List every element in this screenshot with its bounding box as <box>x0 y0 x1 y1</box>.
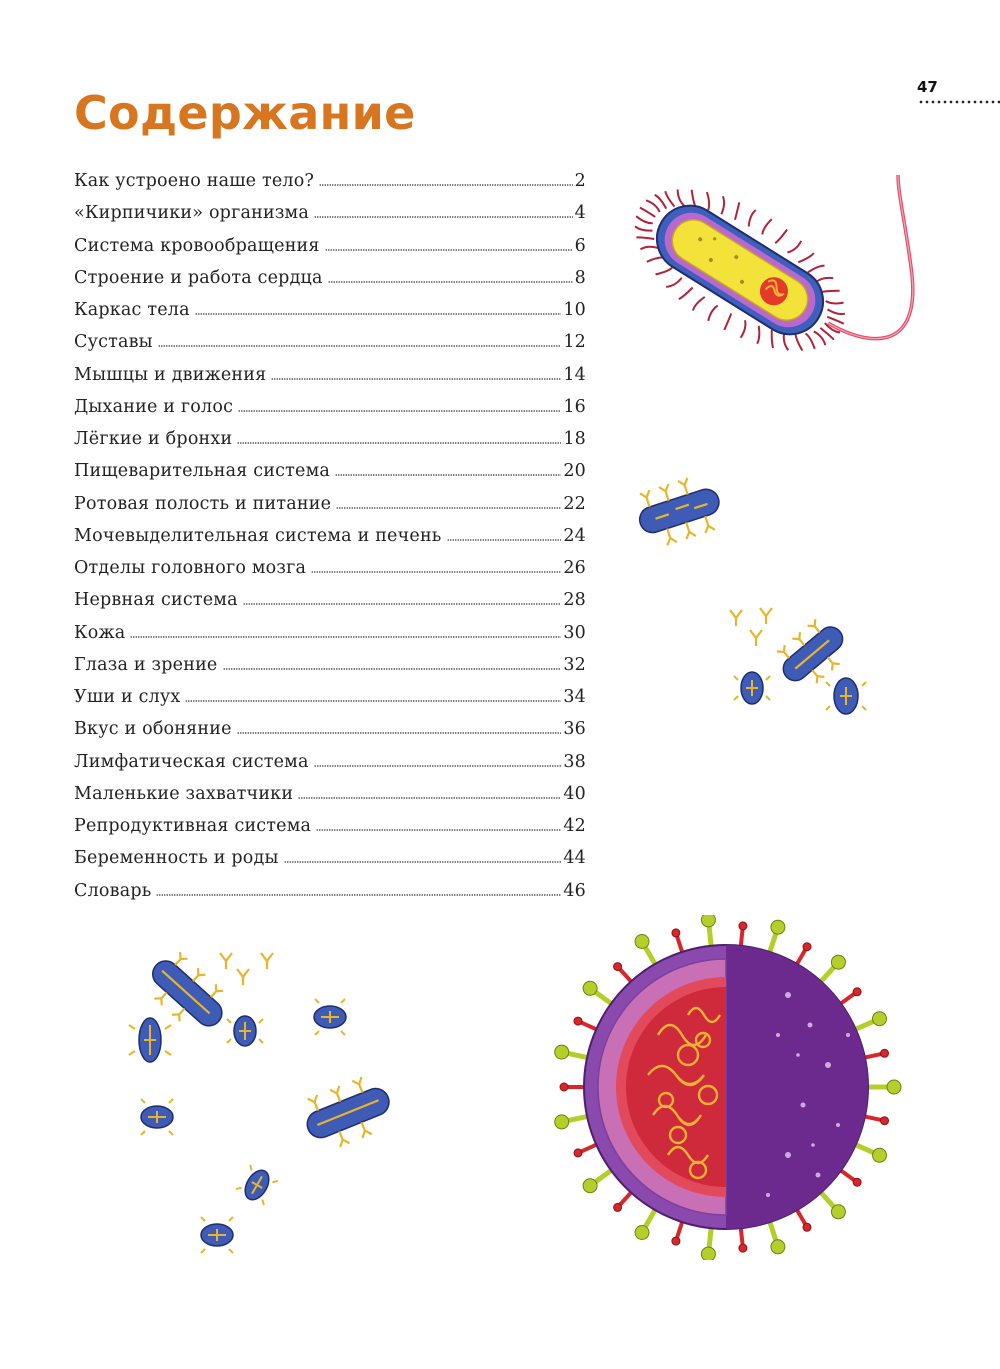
toc-entry <box>74 714 586 746</box>
toc-entry <box>74 231 586 263</box>
toc-entry <box>74 779 586 811</box>
toc-entry-page-number: 32 <box>563 654 586 675</box>
toc-entry <box>74 618 586 650</box>
page-title: Содержание <box>74 86 416 140</box>
toc-entry-title: Лёгкие и бронхи <box>74 429 233 449</box>
toc-entry <box>74 392 586 424</box>
toc-dot-leader <box>298 793 561 799</box>
toc-entry-page-number: 40 <box>563 783 586 804</box>
toc-entry-page-number: 22 <box>563 493 586 514</box>
toc-entry-title: Система кровообращения <box>74 235 320 256</box>
toc-entry-title: Строение и работа сердца <box>74 267 323 288</box>
toc-entry-title: Нервная система <box>74 590 238 611</box>
toc-entry-title: «Кирпичики» организма <box>74 203 310 224</box>
toc-dot-leader <box>314 761 562 767</box>
toc-entry <box>74 843 586 875</box>
toc-entry-page-number: 44 <box>563 848 586 869</box>
bacteria-with-antibodies-illustration <box>720 600 880 730</box>
toc-entry-page-number: 28 <box>563 590 586 611</box>
toc-entry <box>74 360 586 392</box>
toc-dot-leader <box>237 728 562 734</box>
toc-dot-leader <box>195 309 562 315</box>
toc-dot-leader <box>130 632 561 638</box>
toc-entry-page-number: 36 <box>563 719 586 740</box>
toc-entry <box>74 811 586 843</box>
toc-entry <box>74 876 586 908</box>
toc-entry-title: Беременность и роды <box>74 848 279 869</box>
toc-entry-page-number: 20 <box>563 461 586 482</box>
toc-dot-leader <box>311 567 561 573</box>
toc-dot-leader <box>447 535 562 541</box>
toc-entry <box>74 456 586 488</box>
toc-dot-leader <box>314 212 573 218</box>
toc-entry-page-number: 26 <box>563 558 586 578</box>
toc-entry <box>74 166 586 198</box>
toc-entry-title: Маленькие захватчики <box>74 783 294 804</box>
table-of-contents <box>74 166 586 908</box>
toc-entry <box>74 263 586 295</box>
toc-entry-page-number: 38 <box>563 751 586 772</box>
toc-entry-page-number: 16 <box>563 396 586 417</box>
bacteria-with-antibodies-illustration <box>125 945 395 1255</box>
toc-entry-page-number: 12 <box>563 332 586 353</box>
toc-dot-leader <box>158 341 562 347</box>
toc-entry-page-number: 4 <box>574 203 586 224</box>
toc-entry <box>74 650 586 682</box>
bacterium-illustration <box>630 165 930 375</box>
toc-entry <box>74 424 586 456</box>
toc-entry <box>74 585 586 617</box>
toc-dot-leader <box>271 374 561 380</box>
toc-entry-page-number: 34 <box>563 687 586 707</box>
toc-entry-title: Мышцы и движения <box>74 364 267 385</box>
toc-dot-leader <box>319 180 573 186</box>
toc-entry-page-number: 2 <box>574 171 586 191</box>
toc-entry-page-number: 8 <box>574 267 586 288</box>
toc-dot-leader <box>328 277 573 283</box>
toc-dot-leader <box>284 857 562 863</box>
toc-entry-page-number: 30 <box>563 622 586 643</box>
toc-entry-title: Ротовая полость и питание <box>74 493 332 514</box>
toc-entry-title: Лимфатическая система <box>74 751 309 772</box>
toc-entry-page-number: 10 <box>563 300 586 320</box>
toc-entry-page-number: 14 <box>563 364 586 385</box>
toc-entry-title: Словарь <box>74 880 152 901</box>
toc-dot-leader <box>325 245 573 251</box>
toc-entry <box>74 198 586 230</box>
toc-dot-leader <box>223 664 562 670</box>
toc-entry-title: Глаза и зрение <box>74 654 218 675</box>
toc-dot-leader <box>335 470 561 476</box>
toc-dot-leader <box>336 503 561 509</box>
toc-dot-leader <box>238 406 561 412</box>
page-number: 47 <box>917 78 938 96</box>
toc-entry-page-number: 24 <box>563 525 586 546</box>
virus-illustration <box>548 915 903 1260</box>
toc-entry-title: Уши и слух <box>74 687 181 707</box>
toc-entry-page-number: 46 <box>563 880 586 901</box>
toc-dot-leader <box>316 825 561 831</box>
toc-entry-title: Кожа <box>74 622 126 643</box>
toc-entry-page-number: 42 <box>563 816 586 836</box>
toc-entry <box>74 521 586 553</box>
toc-dot-leader <box>185 696 561 702</box>
toc-entry <box>74 327 586 359</box>
toc-entry-page-number: 6 <box>574 235 586 256</box>
toc-dot-leader <box>243 599 562 605</box>
toc-entry-title: Суставы <box>74 332 153 353</box>
toc-entry-title: Репродуктивная система <box>74 816 312 836</box>
toc-dot-leader <box>237 438 561 444</box>
toc-dot-leader <box>156 890 561 896</box>
bacteria-with-antibodies-illustration <box>632 470 727 550</box>
toc-entry-title: Каркас тела <box>74 300 190 320</box>
toc-entry-title: Пищеварительная система <box>74 461 331 482</box>
toc-entry-title: Как устроено наше тело? <box>74 171 315 191</box>
toc-entry-page-number: 18 <box>563 429 586 449</box>
toc-entry-title: Отделы головного мозга <box>74 558 307 578</box>
toc-entry <box>74 553 586 585</box>
toc-entry-title: Мочевыделительная система и печень <box>74 525 442 546</box>
toc-entry <box>74 489 586 521</box>
toc-entry-title: Дыхание и голос <box>74 396 234 417</box>
toc-entry <box>74 295 586 327</box>
toc-entry <box>74 747 586 779</box>
page-number-dotted-rule <box>918 100 1000 104</box>
toc-entry-title: Вкус и обоняние <box>74 719 232 740</box>
toc-entry <box>74 682 586 714</box>
